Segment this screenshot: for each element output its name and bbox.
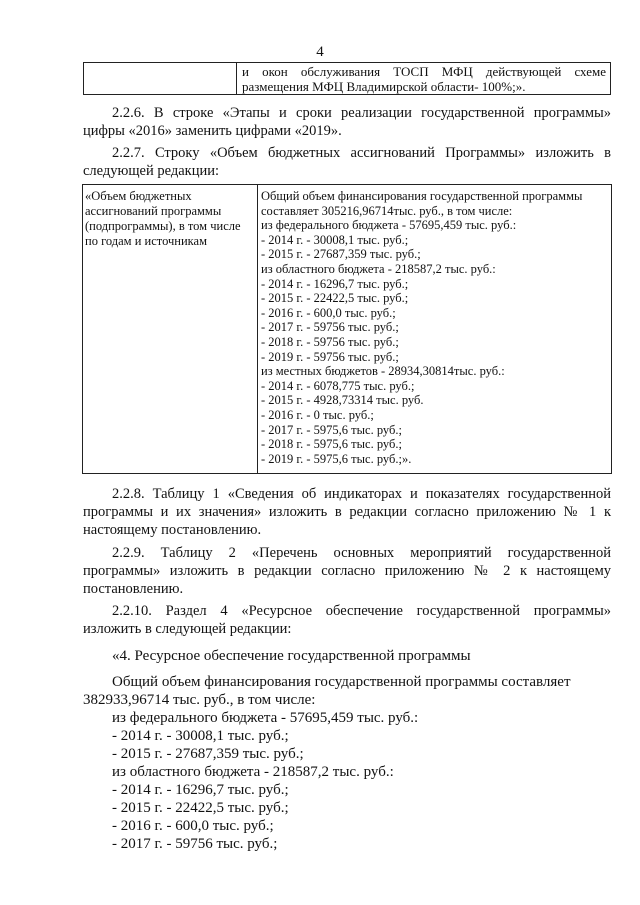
paragraph-2-2-8-line-3: настоящему постановлению. [83, 522, 262, 538]
value-line: - 2018 г. - 59756 тыс. руб.; [261, 334, 399, 349]
section-4-line: - 2016 г. - 600,0 тыс. руб.; [112, 818, 274, 834]
value-line: Общий объем финансирования государственной программы [261, 189, 583, 203]
paragraph-2-2-10-line-2: изложить в следующей редакции: [83, 621, 292, 637]
section-4-line: из областного бюджета - 218587,2 тыс. руб.: [112, 764, 394, 780]
value-line: - 2014 г. - 16296,7 тыс. руб.; [261, 276, 409, 291]
top-table-line-2: размещения МФЦ Владимирской области- 100%;». [242, 79, 526, 94]
label-line: (подпрограммы), в том числе [85, 219, 241, 233]
budget-table-label-cell [85, 189, 241, 249]
top-table-fragment [83, 62, 611, 95]
value-line: - 2014 г. - 30008,1 тыс. руб.; [261, 232, 409, 247]
section-4-line: - 2015 г. - 22422,5 тыс. руб.; [112, 800, 289, 816]
value-line: - 2017 г. - 5975,6 тыс. руб.; [261, 422, 402, 437]
value-line: - 2015 г. - 22422,5 тыс. руб.; [261, 291, 409, 306]
paragraph-2-2-9-line-3: постановлению. [83, 581, 184, 597]
paragraph-2-2-9-line-1: 2.2.9. Таблицу 2 «Перечень основных мероприятий государственной [112, 545, 611, 561]
value-line: - 2016 г. - 0 тыс. руб.; [261, 407, 374, 422]
value-line: из областного бюджета - 218587,2 тыс. руб.: [261, 261, 496, 276]
value-line: - 2017 г. - 59756 тыс. руб.; [261, 320, 399, 335]
value-line: - 2019 г. - 5975,6 тыс. руб.;». [261, 451, 412, 466]
section-4-heading: «4. Ресурсное обеспечение государственной программы [112, 648, 471, 664]
label-line: по годам и источникам [85, 234, 207, 248]
page-number: 4 [316, 44, 324, 60]
section-4-intro-line-2: 382933,96714 тыс. руб., в том числе: [83, 692, 316, 708]
value-line: - 2018 г. - 5975,6 тыс. руб.; [261, 437, 402, 452]
paragraph-2-2-6-line-2: цифры «2016» заменить цифрами «2019». [83, 123, 342, 139]
value-line: - 2019 г. - 59756 тыс. руб.; [261, 349, 399, 364]
value-line: составляет 305216,96714тыс. руб., в том числе: [261, 203, 513, 218]
value-line: - 2014 г. - 6078,775 тыс. руб.; [261, 378, 415, 393]
paragraph-2-2-6-line-1: 2.2.6. В строке «Этапы и сроки реализации государственной программы» [112, 105, 611, 121]
table-divider [257, 185, 258, 473]
table-divider [236, 63, 237, 94]
value-line: из федерального бюджета - 57695,459 тыс. руб.: [261, 218, 517, 233]
paragraph-2-2-7-line-2: следующей редакции: [83, 163, 220, 179]
top-table-line-1: и окон обслуживания ТОСП МФЦ действующей схеме [242, 64, 606, 79]
budget-table-value-cell [261, 189, 582, 466]
paragraph-2-2-9-line-2: программы» изложить в редакции согласно приложению № 2 к настоящему [83, 563, 611, 579]
section-4-line: - 2015 г. - 27687,359 тыс. руб.; [112, 746, 304, 762]
value-line: - 2016 г. - 600,0 тыс. руб.; [261, 305, 396, 320]
section-4-line: из федерального бюджета - 57695,459 тыс. руб.: [112, 710, 419, 726]
value-line: из местных бюджетов - 28934,30814тыс. руб.: [261, 364, 505, 379]
value-line: - 2015 г. - 27687,359 тыс. руб.; [261, 247, 421, 262]
budget-allocations-table [82, 184, 612, 474]
top-table-cell [242, 64, 606, 94]
section-4-line: - 2017 г. - 59756 тыс. руб.; [112, 836, 278, 852]
value-line: - 2015 г. - 4928,73314 тыс. руб. [261, 393, 424, 408]
section-4-line: - 2014 г. - 16296,7 тыс. руб.; [112, 782, 289, 798]
paragraph-2-2-8-line-1: 2.2.8. Таблицу 1 «Сведения об индикаторах и показателях государственной [112, 486, 611, 502]
label-line: ассигнований программы [85, 204, 222, 218]
section-4-intro-line-1: Общий объем финансирования государственной программы составляет [112, 674, 571, 690]
paragraph-2-2-7-line-1: 2.2.7. Строку «Объем бюджетных ассигнований Программы» изложить в [112, 145, 611, 161]
paragraph-2-2-8-line-2: программы и их значения» изложить в редакции согласно приложению № 1 к [83, 504, 611, 520]
label-line: «Объем бюджетных [85, 189, 192, 203]
paragraph-2-2-10-line-1: 2.2.10. Раздел 4 «Ресурсное обеспечение государственной программы» [112, 603, 611, 619]
section-4-line: - 2014 г. - 30008,1 тыс. руб.; [112, 728, 289, 744]
